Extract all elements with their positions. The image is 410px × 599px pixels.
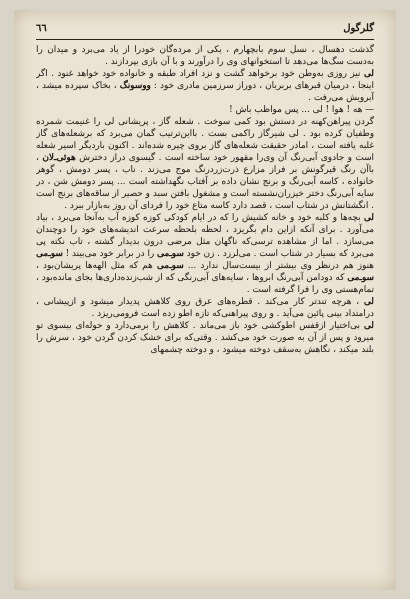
bold-name: ووسونگ [119,81,151,91]
text-run: بی‌اختیار ازقفس اطوکشی خود باز می‌ماند . کلاهش را برمی‌دارد و حوله‌ای بیسوی تو میرود و پس از آن به صورت خود می‌کشد . وقتی‌که برای خشک کردن گردن خود ، سرش را بلند میکند ، نگاهش به‌سقف دوخته میشود ، و دوخته چشمهای [36,321,374,355]
paragraph [36,104,374,116]
text-run: بچه‌ها و کلبه خود و خانه کشیش را که در ایام کودکی کوزه کوزه آب به‌آنجا می‌برد ، بیاد می‌آورد . برای آنکه ازاین دام بگریزد ، لحظه بلحظه سرعت اندیشه‌های خود را دوچندان می‌سازد . اما از مشاهده ترسی‌که ناگهان مثل مرضی درون بدیدار گشته ، تاب نکته پی می‌برد که بسیار در شتاب است . می‌لرزد . زن خود [36,213,374,259]
bold-name: سو‌ـ‌می [157,249,184,259]
text-run: را در برابر خود می‌بیند ! [62,249,158,259]
bold-name: هوئی‌ـ‌لان [42,153,76,163]
paragraph [36,116,374,212]
paragraph [36,320,374,356]
text-run: ، باآن رنگ قیرگونش بر فراز مزارع ذرت‌زردرنگ موج می‌زند . ناب ، پسر دومش ، گوهر خانواده ، کاسه آبی‌رنگ و برنج نشان داده بر آفتاب نگهداشته است ... پسر دومش شن ، در سایه آبی‌رنگ دختر خیزران‌نشسته است و مشغول بافتن سبد و حصیر از ساقه‌های برنج است . انگشتانش در شتاب است ، قصد دارد کاسه متاع خود را فردای آن روز به‌بازار ببرد . [36,153,374,211]
bold-name: لی [363,321,374,331]
text-run: گذشت دهسال ، نسل سوم بابچهارم ، یکی از مرده‌گان خودرا از یاد می‌برد و میدان را به‌دست سگ‌ها می‌دهد تا استخوانهای وی را درآورند و با آن بازی بپردازند . [36,45,374,67]
bold-name: سوـ‌می [36,249,63,259]
page-header [36,20,374,36]
header-rule [36,39,374,40]
text-run: هم که مثل الهه‌ها پریشان‌بود ، [36,261,157,271]
text-run: — هه ! هوا ! لی ... پس مواظب باش ! [229,105,374,115]
text-run: ، بخاک سپرده میشد ، آبرویش می‌رفت . [36,81,374,103]
bold-name: سوـ‌می [347,273,374,283]
page-body-text [36,44,374,578]
running-title: گلرگول [343,22,374,34]
text-run: گردن پیراهن‌کهنه در دستش بود کمی سوخت . شعله گاز ، پریشانی لی را غنیمت شمرده وطفیان کرده بود . لی شیرگاز راکمی بست . بااین‌ترتیب گمان می‌برد که برشعله‌های گاز غلبه یافته است ، امادر حقیقت شعله‌های گاز بروی چیره شده‌اند . اکنون باردیگر اسیر شعله است و جادوی آبی‌رنگ آن وی‌را مقهور خود ساخته است . گیسوی دراز دختر‌ش [36,117,374,163]
bold-name: لی [363,297,374,307]
bold-name: لی [363,69,374,79]
paragraph [36,296,374,320]
paragraph [36,212,374,296]
bold-name: لی [363,213,374,223]
book-page [14,10,396,590]
text-run: که دودامن آبی‌رنگ ابروها ، سایه‌های آبی‌رنگی که از شب‌زنده‌داری‌ها بجای مانده‌بود ، تمام‌هستی وی را فرا گرفته است . [36,273,374,295]
paragraph [36,44,374,68]
bold-name: سوـ‌می [156,261,184,271]
page-number: ٦٦ [36,22,47,34]
text-run: نیز روزی به‌وطن خود برخواهد گشت و نزد افراد طبقه و خانواده خود خواهد غنود . اگر اینجا ، درمیان قبرهای بربربان ، دوراز سرزمین مادری خود : [36,69,374,91]
paragraph [36,68,374,104]
text-run: ، هرچه تندتر کار می‌کند . قطره‌های عرق روی کلاهش پدیدار میشود و ازپیشانی ، درامتداد بینی پائین می‌آید . و روی پیراهنی‌که تازه اطو زده است فرومی‌ریزد . [36,297,374,319]
text-run: هنوز هم درنظر وی بیشتر از بیست‌سال ندارد ... [183,261,374,271]
